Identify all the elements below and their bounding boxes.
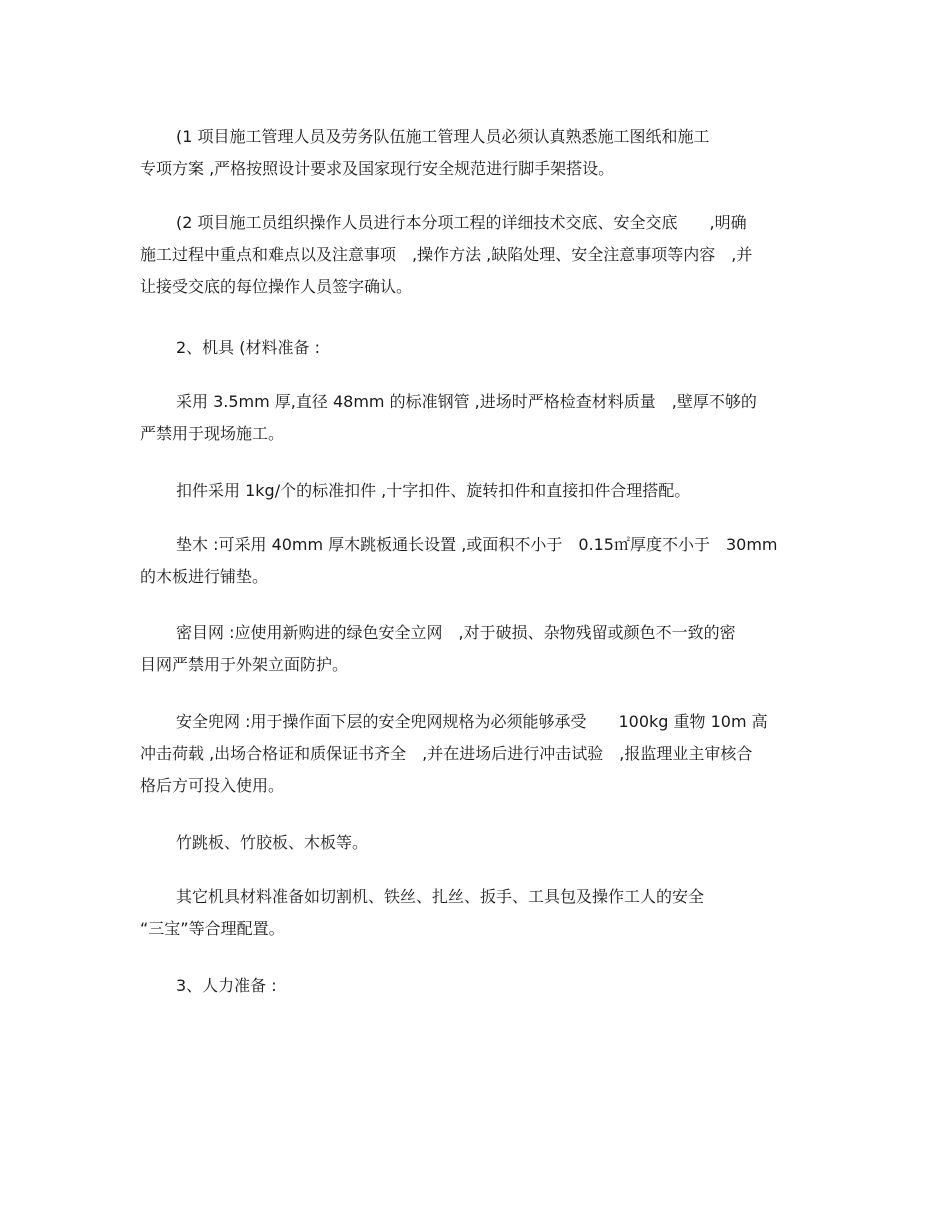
paragraph-line: 3、人力准备 : (176, 976, 277, 995)
paragraph-1 (140, 121, 820, 185)
section-heading-equipment (140, 332, 820, 364)
paragraph-line: (1 项目施工管理人员及劳务队伍施工管理人员必须认真熟悉施工图纸和施工 (176, 127, 710, 146)
paragraph-line: 的木板进行铺垫。 (140, 567, 269, 586)
paragraph-line: 采用 3.5mm 厚,直径 48mm 的标准钢管 ,进场时严格检查材料质量 ,壁厚不够的 (176, 392, 757, 411)
paragraph-line: 安全兜网 :用于操作面下层的安全兜网规格为必须能够承受 100kg 重物 10m 高 (176, 712, 768, 731)
paragraph-line: 扣件采用 1kg/个的标准扣件 ,十字扣件、旋转扣件和直接扣件合理搭配。 (176, 481, 691, 500)
paragraph-line: 2、机具 (材料准备 : (176, 338, 320, 357)
paragraph-boards (140, 827, 820, 859)
section-heading-manpower (140, 970, 820, 1002)
paragraph-line: 密目网 :应使用新购进的绿色安全立网 ,对于破损、杂物残留或颜色不一致的密 (176, 623, 736, 642)
paragraph-line: 格后方可投入使用。 (140, 776, 285, 795)
paragraph-line: 施工过程中重点和难点以及注意事项 ,操作方法 ,缺陷处理、安全注意事项等内容 ,并 (140, 245, 753, 264)
paragraph-other-tools (140, 881, 820, 945)
paragraph-line: 垫木 :可采用 40mm 厚木跳板通长设置 ,或面积不小于 0.15㎡厚度不小于 30mm (176, 535, 778, 554)
paragraph-2 (140, 207, 820, 303)
paragraph-steel-pipe (140, 386, 820, 450)
paragraph-safety-net (140, 706, 820, 802)
paragraph-line: 目网严禁用于外架立面防护。 (140, 655, 349, 674)
paragraph-line: 其它机具材料准备如切割机、铁丝、扎丝、扳手、工具包及操作工人的安全 (176, 887, 705, 906)
paragraph-line: 让接受交底的每位操作人员签字确认。 (140, 277, 413, 296)
paragraph-dense-mesh (140, 617, 820, 681)
paragraph-line: (2 项目施工员组织操作人员进行本分项工程的详细技术交底、安全交底 ,明确 (176, 213, 747, 232)
paragraph-line: 严禁用于现场施工。 (140, 424, 285, 443)
paragraph-line: 冲击荷载 ,出场合格证和质保证书齐全 ,并在进场后进行冲击试验 ,报监理业主审核合 (140, 744, 753, 763)
paragraph-line: 专项方案 ,严格按照设计要求及国家现行安全规范进行脚手架搭设。 (140, 159, 615, 178)
paragraph-line: 竹跳板、竹胶板、木板等。 (176, 833, 369, 852)
paragraph-wood-pad (140, 529, 820, 593)
paragraph-fasteners (140, 475, 820, 507)
paragraph-line: “三宝”等合理配置。 (140, 919, 285, 938)
